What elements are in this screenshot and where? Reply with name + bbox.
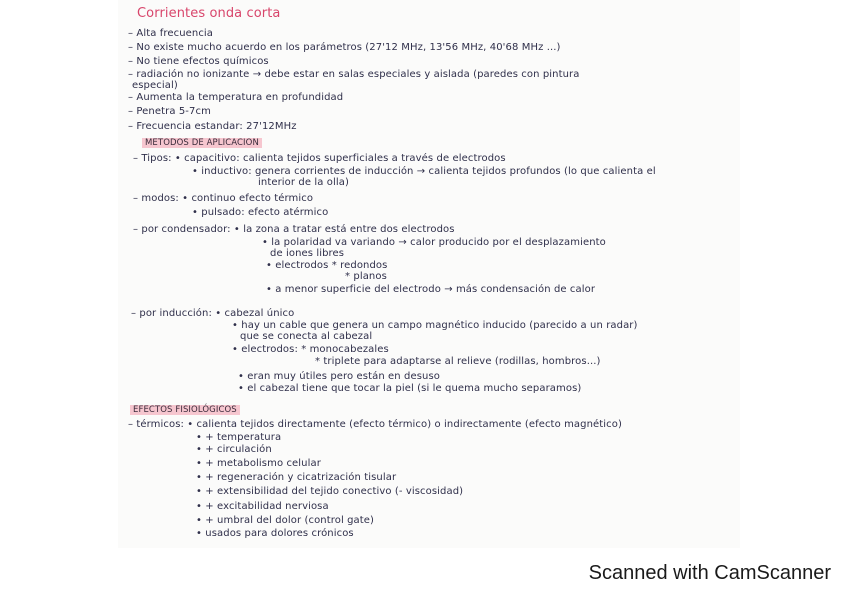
note-line: • a menor superficie del electrodo → más condensación de calor [266,284,596,295]
note-line: – modos: • continuo efecto térmico [133,193,314,204]
note-line: que se conecta al cabezal [240,331,373,342]
note-line: • el cabezal tiene que tocar la piel (si le quema mucho separamos) [238,383,582,394]
note-line: • inductivo: genera corrientes de inducción → calienta tejidos profundos (lo que calienta el [192,166,656,177]
section-heading-text: METODOS DE APLICACION [142,138,262,148]
note-line: – Frecuencia estandar: 27'12MHz [128,121,297,132]
note-line: – Aumenta la temperatura en profundidad [128,92,344,103]
note-line: • + regeneración y cicatrización tisular [196,472,397,483]
note-line: – No existe mucho acuerdo en los parámetros (27'12 MHz, 13'56 MHz, 40'68 MHz ...) [128,42,561,53]
note-line: * triplete para adaptarse al relieve (rodillas, hombros...) [315,356,601,367]
note-line: – por condensador: • la zona a tratar está entre dos electrodos [133,224,455,235]
note-title: Corrientes onda corta [137,6,281,21]
note-line: – No tiene efectos químicos [128,56,269,67]
note-line: • eran muy útiles pero están en desuso [238,371,440,382]
note-line: • hay un cable que genera un campo magnético inducido (parecido a un radar) [232,320,638,331]
note-line: • usados para dolores crónicos [196,528,354,539]
note-line: * planos [345,271,387,282]
section-heading-text: EFECTOS FISIOLÓGICOS [130,405,240,415]
note-line: – Penetra 5-7cm [128,106,211,117]
section-heading [142,137,262,149]
note-line: • pulsado: efecto atérmico [192,207,329,218]
note-line: • + temperatura [196,432,282,443]
note-line: • electrodos * redondos [266,260,388,271]
camscanner-watermark: Scanned with CamScanner [588,562,831,584]
note-line: • + umbral del dolor (control gate) [196,515,375,526]
note-line: – radiación no ionizante → debe estar en salas especiales y aislada (paredes con pintura [128,69,580,80]
note-line: especial) [132,80,178,91]
note-line: – Alta frecuencia [128,28,214,39]
note-line: interior de la olla) [258,177,349,188]
note-line: • la polaridad va variando → calor producido por el desplazamiento [262,237,606,248]
note-line: – térmicos: • calienta tejidos directamente (efecto térmico) o indirectamente (efecto magnético) [128,419,622,430]
note-line: – por inducción: • cabezal único [131,308,295,319]
note-line: • + extensibilidad del tejido conectivo (- viscosidad) [196,486,464,497]
note-line: – Tipos: • capacitivo: calienta tejidos superficiales a través de electrodos [133,153,506,164]
note-line: • electrodos: * monocabezales [232,344,389,355]
note-line: • + excitabilidad nerviosa [196,501,329,512]
note-line: de iones libres [270,248,345,259]
note-line: • + circulación [196,444,272,455]
note-line: • + metabolismo celular [196,458,321,469]
section-heading [130,404,240,416]
